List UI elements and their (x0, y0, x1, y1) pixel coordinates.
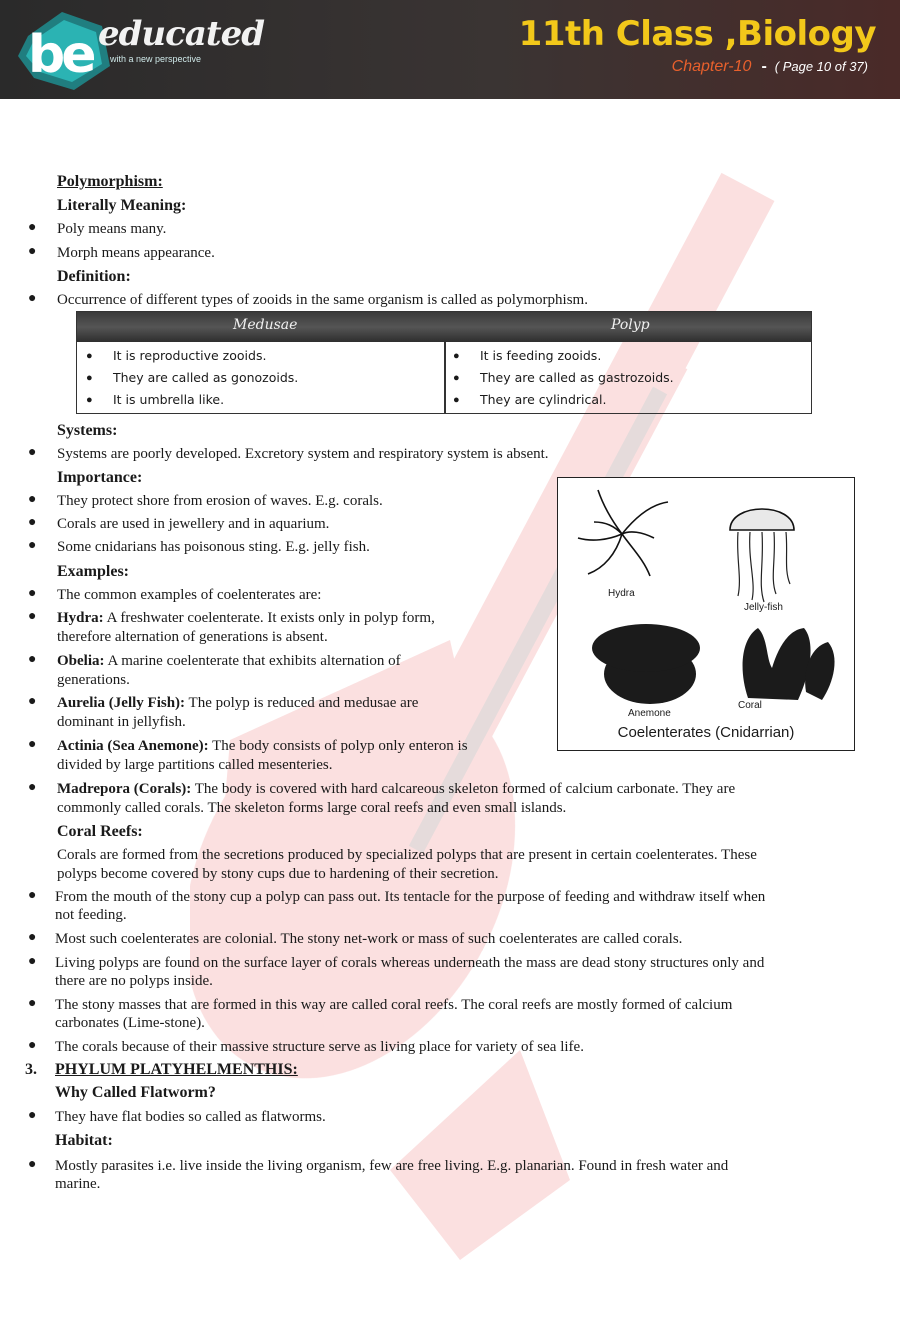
example-text: A marine coelenterate that exhibits alternation of (107, 653, 401, 669)
example-text: The body is covered with hard calcareous skeleton formed of calcium carbonate. They are (194, 781, 736, 797)
figure-label-anemone: Anemone (628, 708, 671, 719)
example-term: Madrepora (Corals): (57, 781, 192, 797)
coral-reefs-para: Corals are formed from the secretions produced by specialized polyps that are present in certain coelenterates. These (57, 847, 757, 863)
literal-point: Poly means many. (57, 221, 167, 237)
bullet-icon: ● (28, 515, 37, 530)
literal-point: Morph means appearance. (57, 245, 215, 261)
bullet-icon: ● (28, 954, 37, 969)
importance-point: Some cnidarians has poisonous sting. E.g. jelly fish. (57, 539, 370, 555)
example-obelia (57, 652, 527, 671)
coral-reefs-para-cont: polyps become covered by stony cups due to hardening of their secretion. (57, 866, 499, 882)
bullet-icon: ● (28, 220, 37, 235)
bullet-icon: ● (28, 538, 37, 553)
coelenterates-figure (557, 477, 855, 751)
chapter-label: Chapter-10 (671, 58, 752, 75)
brand-tagline: with a new perspective (110, 54, 202, 64)
table-header-medusae: Medusae (233, 317, 298, 333)
example-aurelia (57, 694, 527, 713)
why-flatworm-text: They have flat bodies so called as flatworms. (55, 1109, 326, 1125)
table-cell: It is reproductive zooids. (113, 348, 267, 363)
example-actinia-cont: divided by large partitions called mesenteries. (57, 757, 333, 773)
bullet-icon: ● (28, 1108, 37, 1123)
habitat-text-cont: marine. (55, 1176, 101, 1192)
table-cell: It is feeding zooids. (480, 348, 602, 363)
figure-label-hydra: Hydra (608, 588, 635, 599)
example-hydra-cont: therefore alternation of generations is absent. (57, 629, 328, 645)
example-term: Aurelia (Jelly Fish): (57, 695, 186, 711)
example-text: A freshwater coelenterate. It exists only in polyp form, (106, 610, 435, 626)
importance-point: Corals are used in jewellery and in aquarium. (57, 516, 330, 532)
coral-point: From the mouth of the stony cup a polyp can pass out. Its tentacle for the purpose of feeding and withdraw itself when (55, 889, 766, 905)
bullet-icon: ● (453, 350, 460, 362)
why-flatworm-heading: Why Called Flatworm? (55, 1084, 216, 1101)
table-cell: It is umbrella like. (113, 392, 225, 407)
coral-point: Most such coelenterates are colonial. The stony net-work or mass of such coelenterates are called corals. (55, 931, 683, 947)
page-counter: ( Page 10 of 37) (774, 59, 868, 74)
table-column-divider (444, 342, 446, 413)
bullet-icon: ● (28, 492, 37, 507)
coelenterates-illustration (558, 478, 854, 718)
example-term: Hydra: (57, 610, 104, 626)
importance-heading: Importance: (57, 469, 143, 486)
example-hydra (57, 609, 527, 628)
coral-point: The stony masses that are formed in this way are called coral reefs. The coral reefs are mostly formed of calcium (55, 997, 733, 1013)
example-madrepora (57, 780, 855, 799)
table-cell: They are called as gastrozoids. (480, 370, 674, 385)
literal-meaning-heading: Literally Meaning: (57, 197, 187, 214)
coral-point-cont: there are no polyps inside. (55, 973, 213, 989)
bullet-icon: ● (28, 737, 37, 752)
definition-heading: Definition: (57, 268, 131, 285)
table-header-row (77, 312, 811, 342)
jellyfish-drawing (730, 509, 794, 602)
example-term: Actinia (Sea Anemone): (57, 738, 209, 754)
coral-point: The corals because of their massive structure serve as living place for variety of sea life. (55, 1039, 584, 1055)
bullet-icon: ● (28, 244, 37, 259)
example-text: The polyp is reduced and medusae are (188, 695, 419, 711)
phylum-heading: PHYLUM PLATYHELMENTHIS: (55, 1061, 298, 1078)
bullet-icon: ● (28, 694, 37, 709)
brand-wordmark: educated (98, 14, 264, 54)
definition-text: Occurrence of different types of zooids in the same organism is called as polymorphism. (57, 292, 588, 308)
medusae-polyp-table (76, 311, 812, 414)
chapter-info (672, 58, 868, 76)
importance-point: They protect shore from erosion of waves. E.g. corals. (57, 493, 383, 509)
figure-caption: Coelenterates (Cnidarrian) (617, 724, 795, 741)
example-aurelia-cont: dominant in jellyfish. (57, 714, 186, 730)
bullet-icon: ● (86, 372, 93, 384)
bullet-icon: ● (86, 394, 93, 406)
bullet-icon: ● (28, 586, 37, 601)
bullet-icon: ● (28, 445, 37, 460)
polymorphism-heading: Polymorphism: (57, 173, 163, 190)
table-cell: They are cylindrical. (480, 392, 607, 407)
bullet-icon: ● (453, 394, 460, 406)
examples-heading: Examples: (57, 563, 129, 580)
page-title: 11th Class ,Biology (518, 14, 876, 54)
table-cell: They are called as gonozoids. (113, 370, 299, 385)
systems-text: Systems are poorly developed. Excretory system and respiratory system is absent. (57, 446, 549, 462)
table-header-polyp: Polyp (611, 317, 650, 333)
example-madrepora-cont: commonly called corals. The skeleton forms large coral reefs and even small islands. (57, 800, 567, 816)
example-obelia-cont: generations. (57, 672, 130, 688)
coral-point-cont: not feeding. (55, 907, 127, 923)
examples-intro: The common examples of coelenterates are: (57, 587, 322, 603)
bullet-icon: ● (28, 291, 37, 306)
habitat-heading: Habitat: (55, 1132, 113, 1149)
bullet-icon: ● (28, 930, 37, 945)
bullet-icon: ● (28, 996, 37, 1011)
bullet-icon: ● (28, 1038, 37, 1053)
bullet-icon: ● (28, 1157, 37, 1172)
section-number: 3. (25, 1061, 37, 1078)
coral-point-cont: carbonates (Lime-stone). (55, 1015, 205, 1031)
coral-drawing (743, 628, 835, 700)
habitat-text: Mostly parasites i.e. live inside the living organism, few are free living. E.g. planarian. Found in fresh water and (55, 1158, 729, 1174)
bullet-icon: ● (86, 350, 93, 362)
separator-dash: - (761, 58, 767, 75)
systems-heading: Systems: (57, 422, 118, 439)
coral-point: Living polyps are found on the surface layer of corals whereas underneath the mass are dead stony structures only and (55, 955, 765, 971)
bullet-icon: ● (453, 372, 460, 384)
bullet-icon: ● (28, 780, 37, 795)
example-text: The body consists of polyp only enteron is (212, 738, 468, 754)
example-actinia (57, 737, 468, 756)
bullet-icon: ● (28, 652, 37, 667)
coral-reefs-heading: Coral Reefs: (57, 823, 143, 840)
bullet-icon: ● (28, 609, 37, 624)
bullet-icon: ● (28, 888, 37, 903)
page-header (0, 0, 900, 99)
hydra-drawing (578, 490, 668, 576)
anemone-drawing (592, 624, 700, 704)
figure-label-jellyfish: Jelly-fish (744, 602, 783, 613)
example-term: Obelia: (57, 653, 105, 669)
svg-text:be: be (28, 25, 93, 85)
figure-label-coral: Coral (738, 700, 762, 711)
